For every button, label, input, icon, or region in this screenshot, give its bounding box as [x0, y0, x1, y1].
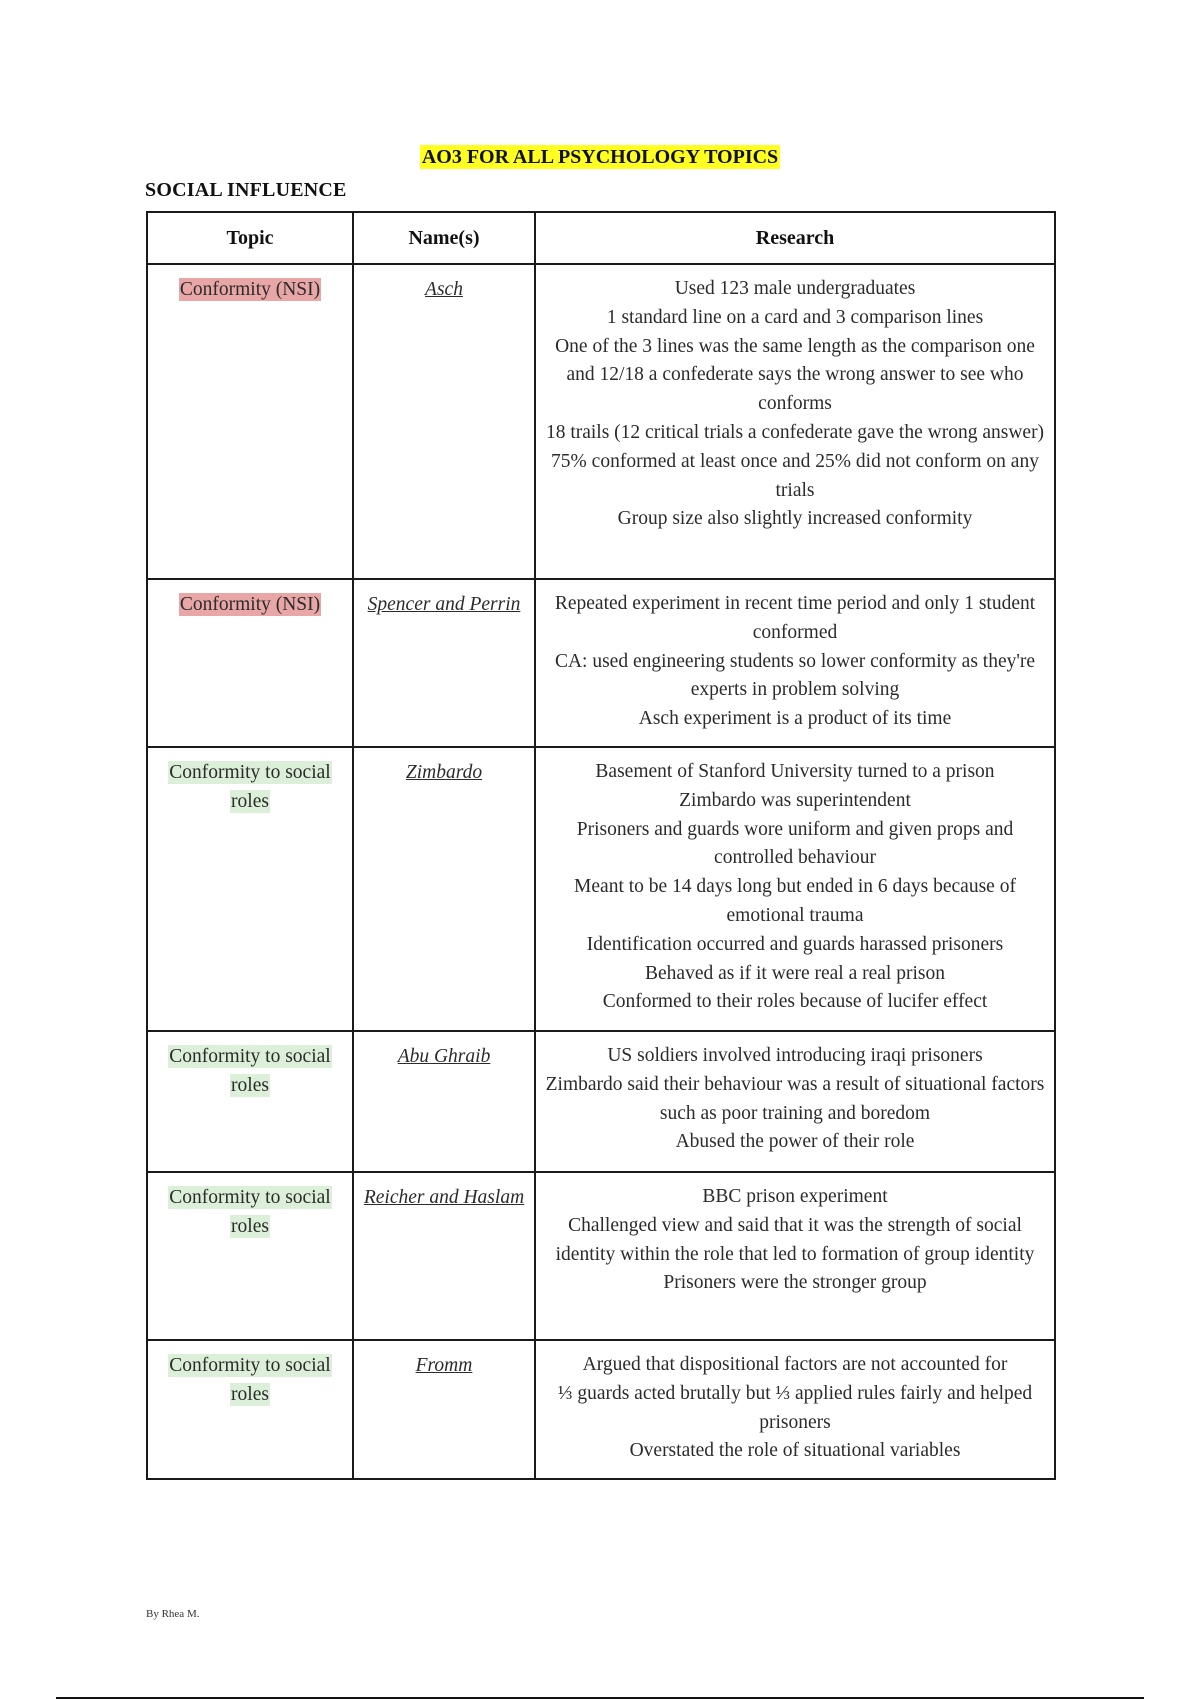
name-cell — [353, 1172, 535, 1340]
research-line: Zimbardo was superintendent — [679, 789, 911, 811]
researcher-name: Zimbardo — [405, 762, 483, 783]
header-topic: Topic — [147, 212, 353, 264]
research-line: Repeated experiment in recent time period and only 1 student conformed — [554, 593, 1036, 643]
research-line: Identification occurred and guards harassed prisoners — [586, 933, 1004, 955]
page-bottom-rule — [56, 1697, 1144, 1699]
table-body — [147, 264, 1055, 1479]
research-cell — [535, 1172, 1055, 1340]
research-line: 75% conformed at least once and 25% did not conform on any trials — [551, 450, 1039, 501]
research-line: ⅓ guards acted brutally but ⅓ applied rules fairly and helped prisoners — [557, 1382, 1033, 1433]
name-cell — [353, 264, 535, 579]
document-title — [0, 146, 1200, 169]
researcher-name: Abu Ghraib — [397, 1046, 491, 1067]
name-cell — [353, 747, 535, 1031]
researcher-name: Reicher and Haslam — [363, 1187, 525, 1208]
table-row — [147, 1340, 1055, 1479]
name-cell — [353, 579, 535, 747]
researcher-name: Spencer and Perrin — [367, 594, 521, 615]
header-names: Name(s) — [353, 212, 535, 264]
footer-author: By Rhea M. — [146, 1608, 200, 1620]
topic-cell — [147, 747, 353, 1031]
topic-cell — [147, 1031, 353, 1172]
research-line: Used 123 male undergraduates — [674, 278, 916, 299]
research-line: One of the 3 lines was the same length as the comparison one and 12/18 a confederate says the wrong answer to see who conforms — [555, 335, 1035, 415]
research-cell — [535, 747, 1055, 1031]
table-row — [147, 1031, 1055, 1172]
table-row — [147, 1172, 1055, 1340]
researcher-name: Fromm — [415, 1355, 473, 1376]
research-line: CA: used engineering students so lower conformity as they're experts in problem solving — [554, 650, 1036, 701]
table-row — [147, 579, 1055, 747]
name-cell — [353, 1031, 535, 1172]
header-research: Research — [535, 212, 1055, 264]
research-line: Group size also slightly increased conformity — [617, 508, 973, 530]
table-row — [147, 264, 1055, 579]
research-line: Basement of Stanford University turned to a prison — [595, 761, 995, 782]
research-line: 18 trails (12 critical trials a confederate gave the wrong answer) — [545, 421, 1045, 443]
research-line: Zimbardo said their behaviour was a result of situational factors such as poor training and boredom — [545, 1073, 1045, 1124]
topic-label: Conformity to social roles — [169, 1046, 331, 1096]
research-cell — [535, 1031, 1055, 1172]
research-line: Conformed to their roles because of lucifer effect — [602, 991, 988, 1013]
topic-label: Conformity to social roles — [169, 762, 331, 812]
research-line: Behaved as if it were real a real prison — [645, 962, 945, 984]
name-cell — [353, 1340, 535, 1479]
research-line: Challenged view and said that it was the strength of social identity within the role that led to formation of group identity — [555, 1214, 1035, 1265]
research-line: Overstated the role of situational variables — [629, 1440, 961, 1462]
researcher-name: Asch — [425, 279, 463, 300]
research-line: Prisoners were the stronger group — [663, 1272, 927, 1294]
topic-label: Conformity (NSI) — [179, 279, 321, 300]
research-line: Meant to be 14 days long but ended in 6 days because of emotional trauma — [574, 876, 1016, 926]
research-line: US soldiers involved introducing iraqi prisoners — [607, 1045, 983, 1066]
section-heading: SOCIAL INFLUENCE — [145, 179, 347, 201]
table-header-row — [147, 212, 1055, 264]
research-line: 1 standard line on a card and 3 comparison lines — [606, 306, 984, 328]
ao3-research-table — [146, 211, 1056, 1480]
topic-label: Conformity (NSI) — [179, 594, 321, 615]
topic-label: Conformity to social roles — [169, 1355, 331, 1405]
research-cell — [535, 264, 1055, 579]
table-row — [147, 747, 1055, 1031]
topic-cell — [147, 1172, 353, 1340]
research-line: Argued that dispositional factors are not accounted for — [582, 1354, 1008, 1375]
research-cell — [535, 579, 1055, 747]
research-line: BBC prison experiment — [702, 1186, 888, 1207]
research-cell — [535, 1340, 1055, 1479]
document-title-text: AO3 FOR ALL PSYCHOLOGY TOPICS — [421, 146, 779, 168]
topic-cell — [147, 579, 353, 747]
research-line: Asch experiment is a product of its time — [638, 708, 952, 730]
topic-label: Conformity to social roles — [169, 1187, 331, 1237]
topic-cell — [147, 264, 353, 579]
research-line: Abused the power of their role — [675, 1131, 915, 1153]
research-line: Prisoners and guards wore uniform and given props and controlled behaviour — [576, 818, 1014, 869]
topic-cell — [147, 1340, 353, 1479]
